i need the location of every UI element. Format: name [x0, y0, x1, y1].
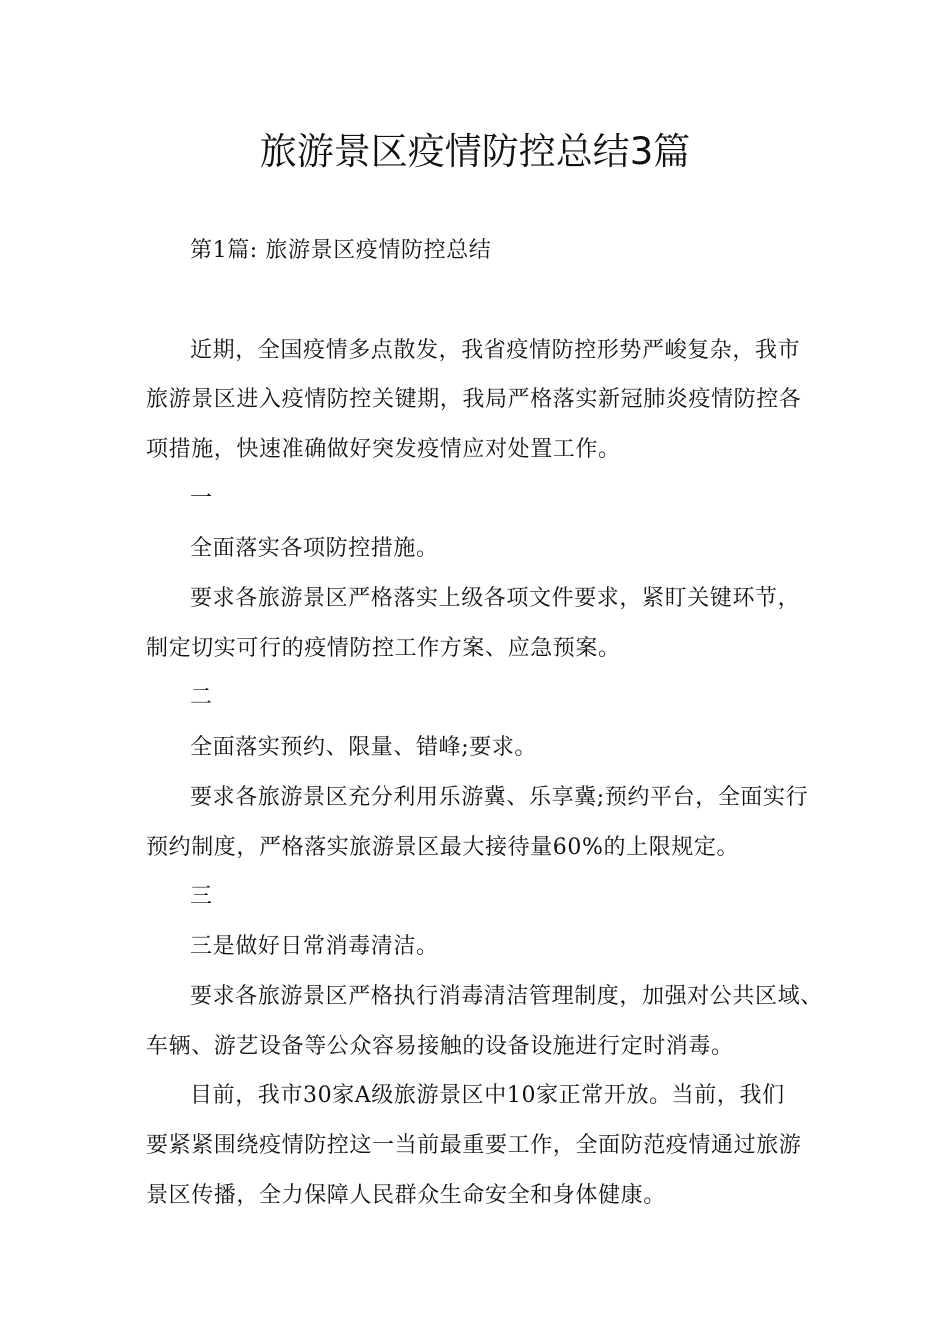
paragraph-line: 旅游景区进入疫情防控关键期，我局严格落实新冠肺炎疫情防控各	[146, 387, 802, 412]
paragraph-line: 要求各旅游景区严格执行消毒清洁管理制度，加强对公共区域、	[190, 984, 823, 1009]
section-number: 二	[190, 685, 213, 710]
paragraph-line: 要紧紧围绕疫情防控这一当前最重要工作，全面防范疫情通过旅游	[146, 1133, 802, 1158]
section-number: 一	[190, 486, 213, 511]
paragraph-line: 近期，全国疫情多点散发，我省疫情防控形势严峻复杂，我市	[190, 338, 801, 363]
section-heading: 全面落实预约、限量、错峰;要求。	[190, 735, 538, 760]
paragraph-line: 要求各旅游景区充分利用乐游冀、乐享冀;预约平台，全面实行	[190, 785, 809, 810]
section-heading: 全面落实各项防控措施。	[190, 536, 439, 561]
paragraph-line: 目前，我市30家A级旅游景区中10家正常开放。当前，我们	[190, 1083, 785, 1108]
document-title: 旅游景区疫情防控总结3篇	[259, 130, 691, 173]
paragraph-line: 要求各旅游景区严格落实上级各项文件要求，紧盯关键环节，	[190, 586, 801, 611]
section-number: 三	[190, 884, 213, 909]
section-heading: 三是做好日常消毒清洁。	[190, 934, 439, 959]
paragraph-line: 预约制度，严格落实旅游景区最大接待量60%的上限规定。	[146, 835, 740, 860]
paragraph-line: 车辆、游艺设备等公众容易接触的设备设施进行定时消毒。	[146, 1034, 734, 1059]
paragraph-line: 制定切实可行的疫情防控工作方案、应急预案。	[146, 636, 621, 661]
paragraph-line: 景区传播，全力保障人民群众生命安全和身体健康。	[146, 1183, 666, 1208]
section-heading: 第1篇: 旅游景区疫情防控总结	[190, 238, 492, 263]
paragraph-line: 项措施，快速准确做好突发疫情应对处置工作。	[146, 437, 621, 462]
